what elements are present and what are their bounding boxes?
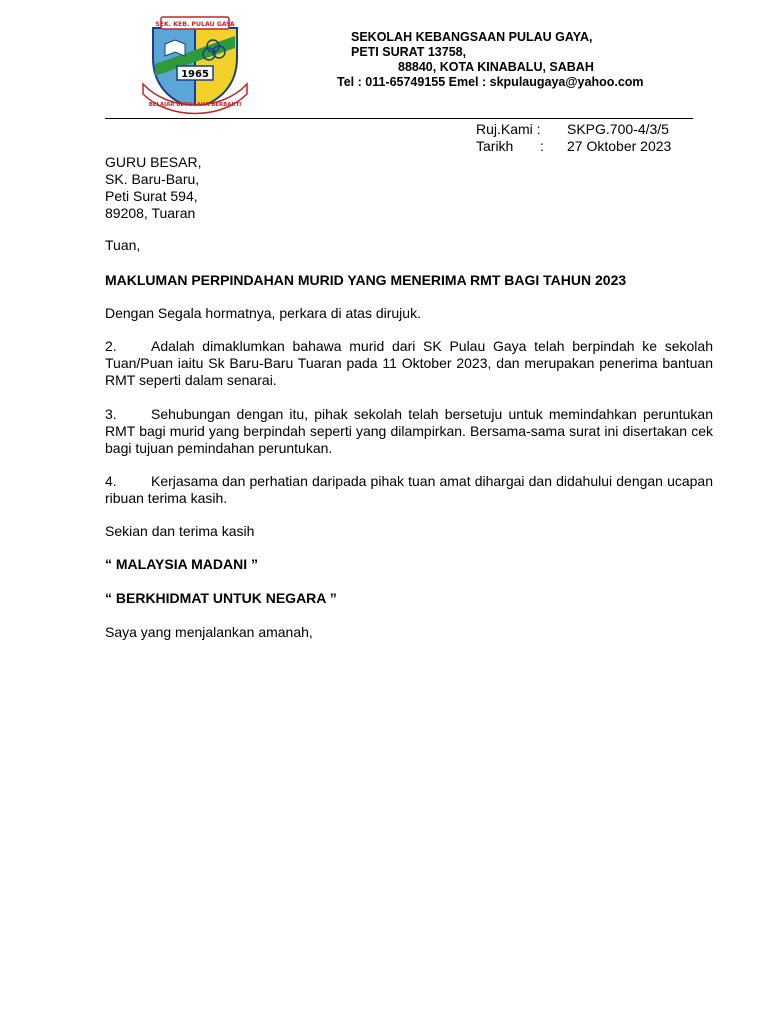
school-crest-logo (139, 14, 251, 118)
recipient-line: Peti Surat 594, (105, 188, 198, 204)
ref-value: SKPG.700-4/3/5 (567, 121, 669, 137)
signoff-line: Saya yang menjalankan amanah, (105, 624, 313, 640)
logo-year: 1965 (181, 69, 209, 80)
logo-motto: BELAJAR BERUSAHA BERBAKTI (148, 102, 242, 108)
letterhead-address (337, 30, 644, 90)
paragraph-number: 2. (105, 338, 117, 354)
school-name: SEKOLAH KEBANGSAAN PULAU GAYA, (351, 30, 593, 44)
opening-line: Dengan Segala hormatnya, perkara di atas dirujuk. (105, 305, 421, 321)
paragraph-3 (105, 406, 713, 457)
paragraph-number: 3. (105, 406, 117, 422)
slogan-berkhidmat: “ BERKHIDMAT UNTUK NEGARA ” (105, 590, 337, 606)
recipient-line: GURU BESAR, (105, 154, 202, 170)
paragraph-text: Kerjasama dan perhatian daripada pihak tuan amat dihargai dan didahului dengan ucapan ribuan terima kasih. (105, 473, 713, 506)
letterhead-divider (105, 118, 693, 119)
closing-line: Sekian dan terima kasih (105, 523, 255, 539)
recipient-line: SK. Baru-Baru, (105, 171, 200, 187)
ref-label: Ruj.Kami : (476, 121, 541, 137)
reference-block (476, 121, 671, 155)
recipient-address (105, 154, 201, 222)
date-colon: : (540, 138, 544, 154)
school-po-box: PETI SURAT 13758, (351, 45, 467, 59)
paragraph-4 (105, 473, 713, 507)
recipient-line: 89208, Tuaran (105, 205, 196, 221)
paragraph-2 (105, 338, 713, 389)
slogan-malaysia-madani: “ MALAYSIA MADANI ” (105, 556, 258, 572)
letter-subject: MAKLUMAN PERPINDAHAN MURID YANG MENERIMA RMT BAGI TAHUN 2023 (105, 272, 627, 288)
date-label: Tarikh (476, 138, 514, 154)
date-row (476, 138, 671, 155)
reference-row (476, 121, 671, 138)
logo-banner-text: SEK. KEB. PULAU GAYA (155, 21, 235, 28)
paragraph-number: 4. (105, 473, 117, 489)
salutation: Tuan, (105, 237, 141, 253)
date-value: 27 Oktober 2023 (567, 138, 672, 154)
school-contact: Tel : 011-65749155 Emel : skpulaugaya@yahoo.com (337, 75, 644, 89)
paragraph-text: Sehubungan dengan itu, pihak sekolah telah bersetuju untuk memindahkan peruntukan RMT bagi murid yang berpindah seperti yang dilampirkan. Bersama-sama surat ini disertakan cek bagi tujuan pemindahan peruntukan. (105, 406, 713, 456)
school-postcode-city: 88840, KOTA KINABALU, SABAH (398, 60, 594, 74)
paragraph-text: Adalah dimaklumkan bahawa murid dari SK Pulau Gaya telah berpindah ke sekolah Tuan/Puan iaitu Sk Baru-Baru Tuaran pada 11 Oktober 2023, dan merupakan penerima bantuan RMT seperti dalam senarai. (105, 338, 713, 388)
